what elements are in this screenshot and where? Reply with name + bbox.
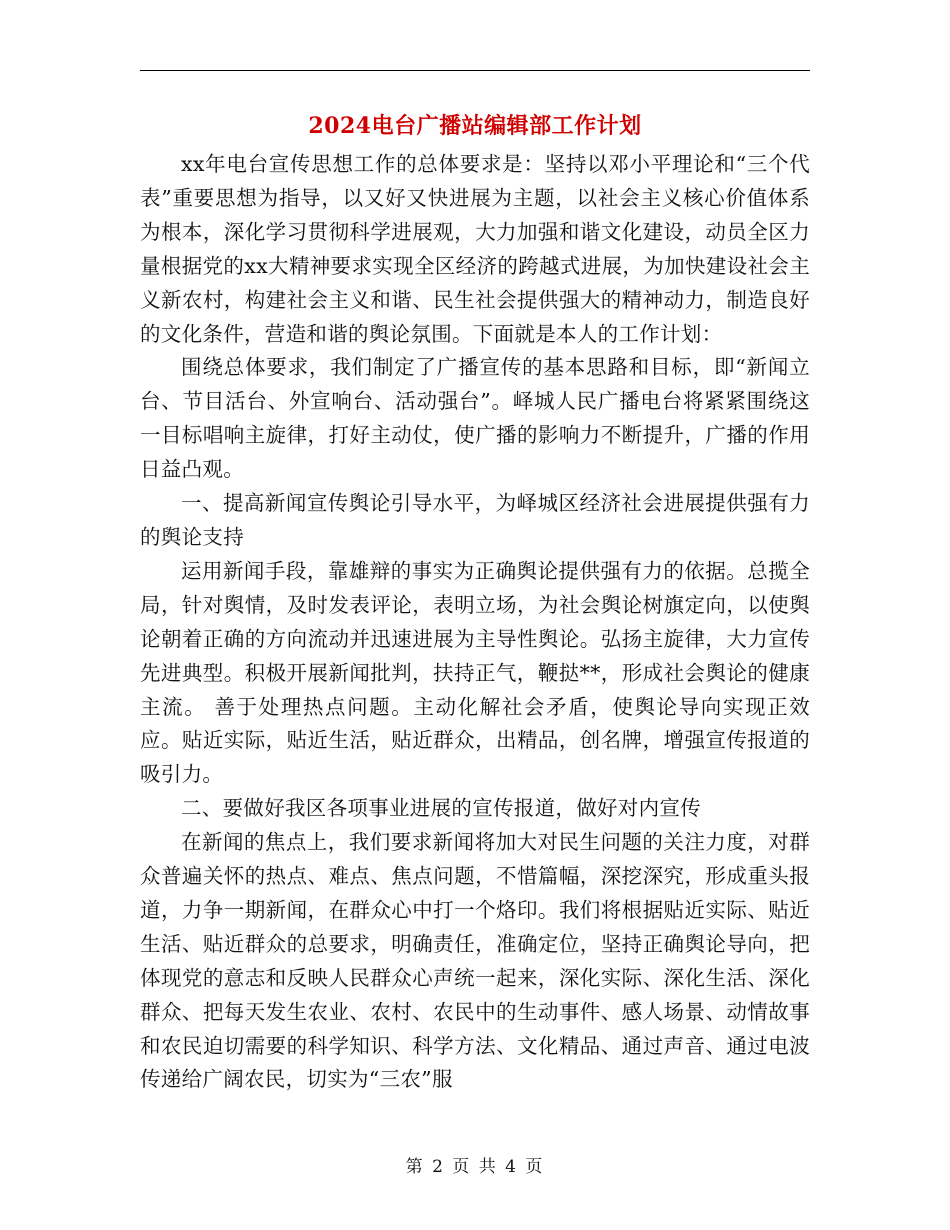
header-rule (140, 70, 810, 71)
document-body (140, 148, 810, 1097)
paragraph-section-2: 在新闻的焦点上，我们要求新闻将加大对民生问题的关注力度，对群众普遍关怀的热点、难点、焦点问题，不惜篇幅，深挖深究，形成重头报道，力争一期新闻，在群众心中打一个烙印。我们将根据贴近实际、贴近生活、贴近群众的总要求，明确责任，准确定位，坚持正确舆论导向，把体现党的意志和反映人民群众心声统一起来，深化实际、深化生活、深化群众、把每天发生农业、农村、农民中的生动事件、感人场景、动情故事和农民迫切需要的科学知识、科学方法、文化精品、通过声音、通过电波传递给广阔农民，切实为“三农”服 (140, 830, 810, 1092)
paragraph-section-1: 运用新闻手段，靠雄辩的事实为正确舆论提供强有力的依据。总揽全局，针对舆情，及时发表评论，表明立场，为社会舆论树旗定向，以使舆论朝着正确的方向流动并迅速进展为主导性舆论。弘扬主旋律，大力宣传先进典型。积极开展新闻批判，扶持正气，鞭挞**，形成社会舆论的健康主流。 善于处理热点问题。主动化解社会矛盾，使舆论导向实现正效应。贴近实际，贴近生活，贴近群众，出精品，创名牌，增强宣传报道的吸引力。 (140, 558, 810, 787)
document-title: 2024电台广播站编辑部工作计划 (308, 113, 642, 139)
paragraph-intro: xx年电台宣传思想工作的总体要求是：坚持以邓小平理论和“三个代表”重要思想为指导，以又好又快进展为主题，以社会主义核心价值体系为根本，深化学习贯彻科学进展观，大力加强和谐文化建设，动员全区力量根据党的xx大精神要求实现全区经济的跨越式进展，为加快建设社会主义新农村，构建社会主义和谐、民生社会提供强大的精神动力，制造良好的文化条件，营造和谐的舆论氛围。下面就是本人的工作计划： (140, 152, 810, 346)
paragraph-goals: 围绕总体要求，我们制定了广播宣传的基本思路和目标，即“新闻立台、节目活台、外宣响台、活动强台”。峄城人民广播电台将紧紧围绕这一目标唱响主旋律，打好主动仗，使广播的影响力不断提升，广播的作用日益凸观。 (140, 355, 810, 482)
section-heading-1: 一、提高新闻宣传舆论引导水平，为峄城区经济社会进展提供强有力的舆论支持 (140, 491, 810, 549)
page-footer: 第 2 页 共 4 页 (405, 1157, 545, 1177)
section-heading-2: 二、要做好我区各项事业进展的宣传报道，做好对内宣传 (181, 796, 701, 821)
